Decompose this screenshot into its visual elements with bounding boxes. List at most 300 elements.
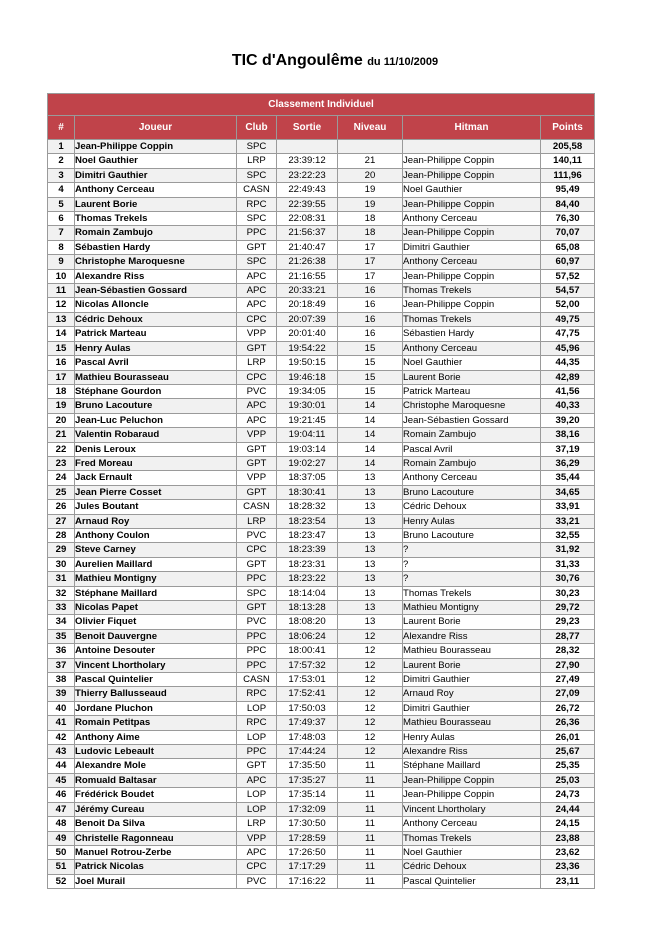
- exit-time-cell: 22:39:55: [277, 197, 338, 211]
- table-row: [48, 384, 595, 398]
- hitman-cell: Thomas Trekels: [403, 312, 541, 326]
- table-row: [48, 586, 595, 600]
- rank-cell: 23: [48, 456, 75, 470]
- club-cell: PPC: [237, 644, 277, 658]
- header-points: Points: [541, 116, 595, 140]
- club-cell: VPP: [237, 428, 277, 442]
- club-cell: APC: [237, 845, 277, 859]
- header-hitman: Hitman: [403, 116, 541, 140]
- table-row: [48, 341, 595, 355]
- exit-time-cell: 17:57:32: [277, 658, 338, 672]
- table-row: [48, 817, 595, 831]
- club-cell: SPC: [237, 586, 277, 600]
- rank-cell: 8: [48, 240, 75, 254]
- rank-cell: 36: [48, 644, 75, 658]
- points-cell: 27,90: [541, 658, 595, 672]
- exit-time-cell: 18:23:47: [277, 528, 338, 542]
- ranking-table: [47, 93, 595, 889]
- points-cell: 37,19: [541, 442, 595, 456]
- player-cell: Ludovic Lebeault: [75, 745, 237, 759]
- hitman-cell: Patrick Marteau: [403, 384, 541, 398]
- points-cell: 26,01: [541, 730, 595, 744]
- player-cell: Jean-Luc Peluchon: [75, 413, 237, 427]
- level-cell: 14: [338, 399, 403, 413]
- rank-cell: 28: [48, 528, 75, 542]
- club-cell: GPT: [237, 557, 277, 571]
- club-cell: GPT: [237, 442, 277, 456]
- exit-time-cell: 18:28:32: [277, 500, 338, 514]
- hitman-cell: Laurent Borie: [403, 658, 541, 672]
- points-cell: 30,76: [541, 572, 595, 586]
- points-cell: 33,91: [541, 500, 595, 514]
- rank-cell: 22: [48, 442, 75, 456]
- points-cell: 38,16: [541, 428, 595, 442]
- table-row: [48, 485, 595, 499]
- club-cell: GPT: [237, 456, 277, 470]
- exit-time-cell: 19:30:01: [277, 399, 338, 413]
- level-cell: 11: [338, 845, 403, 859]
- table-row: [48, 154, 595, 168]
- table-row: [48, 197, 595, 211]
- club-cell: RPC: [237, 197, 277, 211]
- player-cell: Steve Carney: [75, 543, 237, 557]
- rank-cell: 32: [48, 586, 75, 600]
- player-cell: Stéphane Maillard: [75, 586, 237, 600]
- hitman-cell: Romain Zambujo: [403, 456, 541, 470]
- rank-cell: 48: [48, 817, 75, 831]
- hitman-cell: Thomas Trekels: [403, 284, 541, 298]
- player-cell: Arnaud Roy: [75, 514, 237, 528]
- level-cell: 12: [338, 673, 403, 687]
- rank-cell: 47: [48, 802, 75, 816]
- hitman-cell: Jean-Philippe Coppin: [403, 773, 541, 787]
- level-cell: 13: [338, 601, 403, 615]
- table-row: [48, 788, 595, 802]
- hitman-cell: Jean-Philippe Coppin: [403, 226, 541, 240]
- points-cell: 25,03: [541, 773, 595, 787]
- hitman-cell: Anthony Cerceau: [403, 341, 541, 355]
- club-cell: GPT: [237, 601, 277, 615]
- exit-time-cell: 19:02:27: [277, 456, 338, 470]
- points-cell: 32,55: [541, 528, 595, 542]
- points-cell: 29,72: [541, 601, 595, 615]
- points-cell: 36,29: [541, 456, 595, 470]
- hitman-cell: Bruno Lacouture: [403, 485, 541, 499]
- exit-time-cell: [277, 140, 338, 154]
- exit-time-cell: 18:30:41: [277, 485, 338, 499]
- exit-time-cell: 17:49:37: [277, 716, 338, 730]
- rank-cell: 18: [48, 384, 75, 398]
- hitman-cell: Alexandre Riss: [403, 629, 541, 643]
- table-row: [48, 356, 595, 370]
- exit-time-cell: 20:18:49: [277, 298, 338, 312]
- level-cell: 12: [338, 716, 403, 730]
- player-cell: Valentin Robaraud: [75, 428, 237, 442]
- level-cell: 15: [338, 341, 403, 355]
- level-cell: 15: [338, 356, 403, 370]
- rank-cell: 51: [48, 860, 75, 874]
- table-row: [48, 860, 595, 874]
- points-cell: 84,40: [541, 197, 595, 211]
- player-cell: Romain Petitpas: [75, 716, 237, 730]
- points-cell: 45,96: [541, 341, 595, 355]
- table-row: [48, 701, 595, 715]
- exit-time-cell: 18:23:54: [277, 514, 338, 528]
- rank-cell: 10: [48, 269, 75, 283]
- rank-cell: 27: [48, 514, 75, 528]
- club-cell: SPC: [237, 168, 277, 182]
- club-cell: PPC: [237, 629, 277, 643]
- player-cell: Aurelien Maillard: [75, 557, 237, 571]
- points-cell: 76,30: [541, 212, 595, 226]
- table-row: [48, 658, 595, 672]
- hitman-cell: Henry Aulas: [403, 730, 541, 744]
- table-row: [48, 327, 595, 341]
- table-row: [48, 413, 595, 427]
- player-cell: Laurent Borie: [75, 197, 237, 211]
- club-cell: LRP: [237, 514, 277, 528]
- hitman-cell: Noel Gauthier: [403, 845, 541, 859]
- player-cell: Alexandre Mole: [75, 759, 237, 773]
- exit-time-cell: 22:49:43: [277, 183, 338, 197]
- hitman-cell: Anthony Cerceau: [403, 817, 541, 831]
- hitman-cell: Jean-Philippe Coppin: [403, 197, 541, 211]
- table-row: [48, 716, 595, 730]
- player-cell: Mathieu Montigny: [75, 572, 237, 586]
- table-row: [48, 601, 595, 615]
- exit-time-cell: 19:04:11: [277, 428, 338, 442]
- hitman-cell: Jean-Sébastien Gossard: [403, 413, 541, 427]
- level-cell: 13: [338, 471, 403, 485]
- points-cell: 30,23: [541, 586, 595, 600]
- header-club: Club: [237, 116, 277, 140]
- table-row: [48, 687, 595, 701]
- exit-time-cell: 17:52:41: [277, 687, 338, 701]
- club-cell: LRP: [237, 154, 277, 168]
- hitman-cell: Jean-Philippe Coppin: [403, 298, 541, 312]
- player-cell: Antoine Desouter: [75, 644, 237, 658]
- points-cell: 26,72: [541, 701, 595, 715]
- points-cell: 34,65: [541, 485, 595, 499]
- rank-cell: 11: [48, 284, 75, 298]
- hitman-cell: ?: [403, 557, 541, 571]
- club-cell: LRP: [237, 356, 277, 370]
- points-cell: 24,44: [541, 802, 595, 816]
- hitman-cell: Anthony Cerceau: [403, 255, 541, 269]
- club-cell: SPC: [237, 140, 277, 154]
- title-main: TIC d'Angoulême: [231, 52, 363, 69]
- level-cell: 15: [338, 370, 403, 384]
- rank-cell: 33: [48, 601, 75, 615]
- player-cell: Benoit Dauvergne: [75, 629, 237, 643]
- player-cell: Manuel Rotrou-Zerbe: [75, 845, 237, 859]
- rank-cell: 35: [48, 629, 75, 643]
- exit-time-cell: 21:56:37: [277, 226, 338, 240]
- player-cell: Nicolas Alloncle: [75, 298, 237, 312]
- player-cell: Joel Murail: [75, 874, 237, 888]
- level-cell: 19: [338, 183, 403, 197]
- level-cell: 18: [338, 226, 403, 240]
- hitman-cell: Sébastien Hardy: [403, 327, 541, 341]
- table-row: [48, 543, 595, 557]
- player-cell: Jean-Sébastien Gossard: [75, 284, 237, 298]
- rank-cell: 12: [48, 298, 75, 312]
- rank-cell: 39: [48, 687, 75, 701]
- level-cell: 11: [338, 860, 403, 874]
- hitman-cell: Stéphane Maillard: [403, 759, 541, 773]
- exit-time-cell: 19:46:18: [277, 370, 338, 384]
- level-cell: 13: [338, 514, 403, 528]
- level-cell: 11: [338, 874, 403, 888]
- table-banner: Classement Individuel: [48, 94, 595, 116]
- level-cell: 17: [338, 240, 403, 254]
- exit-time-cell: 18:23:22: [277, 572, 338, 586]
- hitman-cell: Bruno Lacouture: [403, 528, 541, 542]
- hitman-cell: Laurent Borie: [403, 370, 541, 384]
- table-row: [48, 399, 595, 413]
- level-cell: 16: [338, 312, 403, 326]
- level-cell: 16: [338, 284, 403, 298]
- rank-cell: 46: [48, 788, 75, 802]
- exit-time-cell: 19:03:14: [277, 442, 338, 456]
- header-rank: #: [48, 116, 75, 140]
- exit-time-cell: 18:14:04: [277, 586, 338, 600]
- table-banner-row: [48, 94, 595, 116]
- exit-time-cell: 20:07:39: [277, 312, 338, 326]
- level-cell: 11: [338, 788, 403, 802]
- points-cell: 111,96: [541, 168, 595, 182]
- exit-time-cell: 17:35:27: [277, 773, 338, 787]
- points-cell: 28,32: [541, 644, 595, 658]
- table-row: [48, 557, 595, 571]
- club-cell: SPC: [237, 255, 277, 269]
- exit-time-cell: 21:40:47: [277, 240, 338, 254]
- rank-cell: 42: [48, 730, 75, 744]
- exit-time-cell: 17:48:03: [277, 730, 338, 744]
- player-cell: Alexandre Riss: [75, 269, 237, 283]
- rank-cell: 24: [48, 471, 75, 485]
- level-cell: 11: [338, 817, 403, 831]
- table-row: [48, 471, 595, 485]
- points-cell: 57,52: [541, 269, 595, 283]
- rank-cell: 3: [48, 168, 75, 182]
- points-cell: 47,75: [541, 327, 595, 341]
- exit-time-cell: 22:08:31: [277, 212, 338, 226]
- hitman-cell: ?: [403, 572, 541, 586]
- rank-cell: 44: [48, 759, 75, 773]
- hitman-cell: Noel Gauthier: [403, 183, 541, 197]
- club-cell: APC: [237, 399, 277, 413]
- level-cell: 12: [338, 644, 403, 658]
- club-cell: PVC: [237, 615, 277, 629]
- points-cell: 49,75: [541, 312, 595, 326]
- player-cell: Jean-Philippe Coppin: [75, 140, 237, 154]
- player-cell: Stéphane Gourdon: [75, 384, 237, 398]
- rank-cell: 4: [48, 183, 75, 197]
- exit-time-cell: 19:50:15: [277, 356, 338, 370]
- table-row: [48, 802, 595, 816]
- club-cell: APC: [237, 269, 277, 283]
- rank-cell: 31: [48, 572, 75, 586]
- document-title: [0, 52, 670, 70]
- player-cell: Vincent Lhortholary: [75, 658, 237, 672]
- table-row: [48, 644, 595, 658]
- club-cell: RPC: [237, 687, 277, 701]
- table-row: [48, 745, 595, 759]
- points-cell: 26,36: [541, 716, 595, 730]
- level-cell: 21: [338, 154, 403, 168]
- player-cell: Patrick Marteau: [75, 327, 237, 341]
- rank-cell: 30: [48, 557, 75, 571]
- rank-cell: 14: [48, 327, 75, 341]
- hitman-cell: Vincent Lhortholary: [403, 802, 541, 816]
- exit-time-cell: 23:39:12: [277, 154, 338, 168]
- hitman-cell: [403, 140, 541, 154]
- table-row: [48, 572, 595, 586]
- table-row: [48, 269, 595, 283]
- exit-time-cell: 20:01:40: [277, 327, 338, 341]
- club-cell: PVC: [237, 874, 277, 888]
- table-row: [48, 442, 595, 456]
- player-cell: Benoit Da Silva: [75, 817, 237, 831]
- exit-time-cell: 17:44:24: [277, 745, 338, 759]
- exit-time-cell: 17:26:50: [277, 845, 338, 859]
- points-cell: 25,35: [541, 759, 595, 773]
- level-cell: 18: [338, 212, 403, 226]
- table-row: [48, 298, 595, 312]
- table-row: [48, 673, 595, 687]
- rank-cell: 26: [48, 500, 75, 514]
- club-cell: CPC: [237, 370, 277, 384]
- hitman-cell: Anthony Cerceau: [403, 212, 541, 226]
- points-cell: 23,62: [541, 845, 595, 859]
- rank-cell: 15: [48, 341, 75, 355]
- points-cell: 27,09: [541, 687, 595, 701]
- club-cell: GPT: [237, 240, 277, 254]
- exit-time-cell: 18:23:31: [277, 557, 338, 571]
- player-cell: Mathieu Bourasseau: [75, 370, 237, 384]
- hitman-cell: ?: [403, 543, 541, 557]
- points-cell: 35,44: [541, 471, 595, 485]
- exit-time-cell: 18:08:20: [277, 615, 338, 629]
- hitman-cell: Christophe Maroquesne: [403, 399, 541, 413]
- table-row: [48, 629, 595, 643]
- player-cell: Romuald Baltasar: [75, 773, 237, 787]
- player-cell: Christophe Maroquesne: [75, 255, 237, 269]
- header-player: Joueur: [75, 116, 237, 140]
- player-cell: Christelle Ragonneau: [75, 831, 237, 845]
- club-cell: PPC: [237, 572, 277, 586]
- club-cell: LOP: [237, 701, 277, 715]
- level-cell: 13: [338, 615, 403, 629]
- table-row: [48, 831, 595, 845]
- level-cell: 13: [338, 586, 403, 600]
- level-cell: 12: [338, 687, 403, 701]
- exit-time-cell: 17:30:50: [277, 817, 338, 831]
- rank-cell: 25: [48, 485, 75, 499]
- level-cell: 14: [338, 456, 403, 470]
- player-cell: Jordane Pluchon: [75, 701, 237, 715]
- rank-cell: 29: [48, 543, 75, 557]
- points-cell: 39,20: [541, 413, 595, 427]
- level-cell: 13: [338, 543, 403, 557]
- header-exit-time: Sortie: [277, 116, 338, 140]
- player-cell: Noel Gauthier: [75, 154, 237, 168]
- rank-cell: 34: [48, 615, 75, 629]
- level-cell: 17: [338, 269, 403, 283]
- club-cell: GPT: [237, 759, 277, 773]
- club-cell: VPP: [237, 471, 277, 485]
- player-cell: Henry Aulas: [75, 341, 237, 355]
- table-row: [48, 168, 595, 182]
- rank-cell: 2: [48, 154, 75, 168]
- exit-time-cell: 17:17:29: [277, 860, 338, 874]
- player-cell: Frédérick Boudet: [75, 788, 237, 802]
- hitman-cell: Pascal Quintelier: [403, 874, 541, 888]
- exit-time-cell: 18:23:39: [277, 543, 338, 557]
- table-row: [48, 370, 595, 384]
- club-cell: SPC: [237, 212, 277, 226]
- points-cell: 40,33: [541, 399, 595, 413]
- points-cell: 60,97: [541, 255, 595, 269]
- hitman-cell: Dimitri Gauthier: [403, 701, 541, 715]
- hitman-cell: Mathieu Bourasseau: [403, 716, 541, 730]
- rank-cell: 50: [48, 845, 75, 859]
- table-row: [48, 730, 595, 744]
- points-cell: 25,67: [541, 745, 595, 759]
- exit-time-cell: 18:06:24: [277, 629, 338, 643]
- points-cell: 54,57: [541, 284, 595, 298]
- exit-time-cell: 18:00:41: [277, 644, 338, 658]
- player-cell: Anthony Cerceau: [75, 183, 237, 197]
- table-row: [48, 312, 595, 326]
- player-cell: Cédric Dehoux: [75, 312, 237, 326]
- rank-cell: 41: [48, 716, 75, 730]
- rank-cell: 49: [48, 831, 75, 845]
- player-cell: Pascal Avril: [75, 356, 237, 370]
- club-cell: LOP: [237, 788, 277, 802]
- level-cell: 16: [338, 327, 403, 341]
- points-cell: 31,33: [541, 557, 595, 571]
- hitman-cell: Pascal Avril: [403, 442, 541, 456]
- points-cell: 24,15: [541, 817, 595, 831]
- club-cell: GPT: [237, 341, 277, 355]
- club-cell: CASN: [237, 673, 277, 687]
- level-cell: 14: [338, 442, 403, 456]
- hitman-cell: Henry Aulas: [403, 514, 541, 528]
- table-row: [48, 226, 595, 240]
- table-row: [48, 615, 595, 629]
- level-cell: 13: [338, 528, 403, 542]
- club-cell: APC: [237, 298, 277, 312]
- level-cell: [338, 140, 403, 154]
- rank-cell: 52: [48, 874, 75, 888]
- exit-time-cell: 17:50:03: [277, 701, 338, 715]
- hitman-cell: Mathieu Bourasseau: [403, 644, 541, 658]
- table-row: [48, 140, 595, 154]
- club-cell: PVC: [237, 528, 277, 542]
- player-cell: Jules Boutant: [75, 500, 237, 514]
- exit-time-cell: 20:33:21: [277, 284, 338, 298]
- points-cell: 44,35: [541, 356, 595, 370]
- club-cell: CPC: [237, 543, 277, 557]
- points-cell: 205,58: [541, 140, 595, 154]
- points-cell: 24,73: [541, 788, 595, 802]
- header-level: Niveau: [338, 116, 403, 140]
- table-row: [48, 528, 595, 542]
- level-cell: 15: [338, 384, 403, 398]
- club-cell: LOP: [237, 802, 277, 816]
